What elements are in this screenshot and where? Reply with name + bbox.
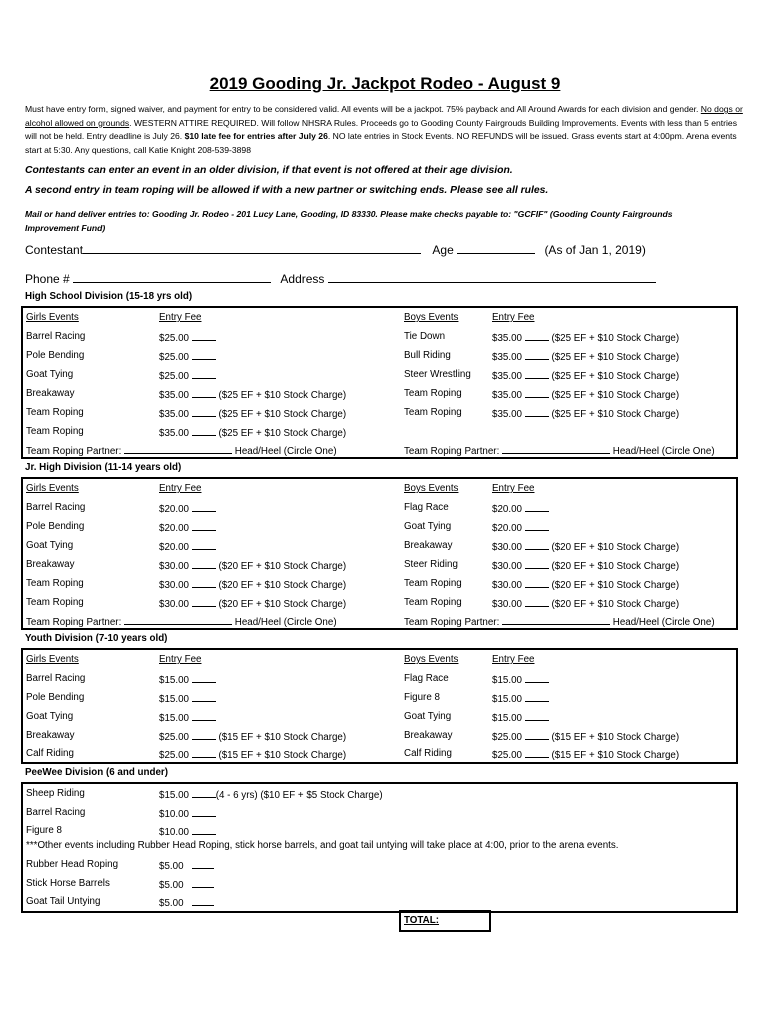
fee-amount: $5.00	[159, 898, 184, 909]
boys-event-fee	[492, 521, 549, 534]
head-heel-choice[interactable]: Head/Heel (Circle One)	[612, 446, 715, 457]
boys-event-fee	[492, 673, 549, 686]
boys-event-name: Tie Down	[404, 331, 446, 342]
event-row	[23, 807, 736, 826]
event-row	[23, 350, 736, 369]
entry-check-blank[interactable]	[525, 692, 549, 702]
entry-fee-header: Entry Fee	[492, 654, 535, 665]
event-row	[23, 521, 736, 540]
entry-check-blank[interactable]	[525, 407, 549, 417]
fee-note: ($25 EF + $10 Stock Charge)	[551, 333, 680, 344]
jr-high-division-label: Jr. High Division (11-14 years old)	[25, 462, 182, 473]
boys-event-fee	[492, 748, 679, 761]
fee-amount: $35.00	[492, 390, 522, 401]
fee-amount: $25.00	[492, 750, 522, 761]
entry-fee-header: Entry Fee	[492, 312, 535, 323]
event-row	[23, 369, 736, 388]
event-row	[23, 711, 736, 730]
fee-amount: $25.00	[159, 371, 189, 382]
fee-amount: $35.00	[492, 371, 522, 382]
second-entry-note: A second entry in team roping will be allowed if with a new partner or switching ends. Please see all rules.	[25, 185, 549, 196]
fee-amount: $20.00	[492, 504, 522, 515]
peewee-event-fee	[159, 825, 216, 838]
no-dogs-rule: No dogs or alcohol allowed on grounds	[25, 104, 743, 128]
boys-event-name: Steer Wrestling	[404, 369, 471, 380]
event-row	[23, 859, 736, 878]
girls-event-fee	[159, 350, 216, 363]
mailing-instructions: Mail or hand deliver entries to: Gooding Jr. Rodeo - 201 Lucy Lane, Gooding, ID 83330. Please make checks payable to: "GCFIF" (Gooding County Fairgrounds Improvement Fund)	[25, 209, 673, 233]
girls-events-header: Girls Events	[26, 483, 79, 494]
girls-event-fee	[159, 578, 346, 591]
boys-event-fee	[492, 692, 549, 705]
boys-event-fee	[492, 350, 679, 363]
peewee-extra-event-fee	[159, 896, 214, 909]
girls-event-fee	[159, 426, 346, 439]
entry-check-blank[interactable]	[192, 711, 216, 721]
girls-event-name: Goat Tying	[26, 711, 74, 722]
fee-note: ($20 EF + $10 Stock Charge)	[218, 580, 347, 591]
total-box[interactable]	[399, 910, 491, 932]
boys-event-name: Bull Riding	[404, 350, 451, 361]
fee-note: ($15 EF + $10 Stock Charge)	[551, 732, 680, 743]
boys-event-fee	[492, 407, 679, 420]
partner-label	[26, 444, 337, 457]
girls-event-name: Calf Riding	[26, 748, 74, 759]
event-row	[23, 896, 736, 915]
fee-note: ($20 EF + $10 Stock Charge)	[551, 542, 680, 553]
fee-amount: $35.00	[159, 428, 189, 439]
fee-amount: $35.00	[159, 409, 189, 420]
fee-amount: $25.00	[159, 732, 189, 743]
fee-note: ($25 EF + $10 Stock Charge)	[551, 352, 680, 363]
partner-label-text: Team Roping Partner:	[404, 617, 500, 628]
boys-event-fee	[492, 388, 679, 401]
fee-amount: $15.00	[159, 713, 189, 724]
girls-event-name: Barrel Racing	[26, 502, 86, 513]
fee-amount: $15.00	[492, 675, 522, 686]
girls-event-name: Breakaway	[26, 388, 75, 399]
entry-check-blank[interactable]	[525, 559, 549, 569]
intro-text-3: . NO late entries in Stock Events. NO REFUNDS will be issued. Grass events start at 4:00pm. Arena events start at 5:30. Any questions, call Katie Knight 208-539-3898	[25, 131, 737, 156]
fee-note: ($25 EF + $10 Stock Charge)	[551, 390, 680, 401]
boys-event-name: Goat Tying	[404, 711, 452, 722]
girls-event-name: Breakaway	[26, 730, 75, 741]
header-row	[23, 483, 736, 502]
fee-amount: $15.00	[159, 675, 189, 686]
girls-event-name: Pole Bending	[26, 521, 85, 532]
fee-amount: $35.00	[492, 409, 522, 420]
event-row	[23, 559, 736, 578]
event-row	[23, 692, 736, 711]
girls-event-name: Pole Bending	[26, 692, 85, 703]
girls-events-header: Girls Events	[26, 312, 79, 323]
fee-note: (4 - 6 yrs) ($10 EF + $5 Stock Charge)	[215, 790, 383, 801]
entry-fee-header: Entry Fee	[159, 654, 202, 665]
girls-event-name: Team Roping	[26, 578, 84, 589]
total-label: TOTAL:	[404, 915, 440, 926]
girls-event-name: Team Roping	[26, 426, 84, 437]
fee-amount: $15.00	[492, 694, 522, 705]
intro-text-1: Must have entry form, signed waiver, and payment for entry to be considered valid. All events will be a jackpot. 75% payback and All Around Awards for each division and gender.	[25, 104, 701, 114]
partner-row	[23, 615, 736, 634]
entry-check-blank[interactable]	[192, 878, 214, 888]
peewee-event-fee	[159, 807, 216, 820]
boys-event-name: Figure 8	[404, 692, 440, 703]
boys-event-name: Breakaway	[404, 730, 453, 741]
fee-amount: $10.00	[159, 827, 189, 838]
event-row	[23, 673, 736, 692]
girls-event-fee	[159, 692, 216, 705]
entry-check-blank[interactable]	[192, 540, 216, 550]
fee-amount: $35.00	[492, 352, 522, 363]
event-row	[23, 407, 736, 426]
girls-event-fee	[159, 748, 346, 761]
entry-check-blank[interactable]	[525, 711, 549, 721]
entry-check-blank[interactable]	[525, 369, 549, 379]
event-row	[23, 502, 736, 521]
fee-amount: $30.00	[492, 599, 522, 610]
peewee-extra-event-name: Goat Tail Untying	[26, 896, 101, 907]
partner-label-text: Team Roping Partner:	[26, 446, 122, 457]
girls-event-fee	[159, 369, 216, 382]
peewee-extra-event-name: Rubber Head Roping	[26, 859, 119, 870]
partner-label	[404, 444, 715, 457]
age-as-of-label: (As of Jan 1, 2019)	[544, 243, 646, 257]
partner-field[interactable]	[502, 615, 610, 625]
girls-event-name: Team Roping	[26, 407, 84, 418]
fee-amount: $35.00	[159, 390, 189, 401]
peewee-division-label: PeeWee Division (6 and under)	[25, 767, 168, 778]
head-heel-choice[interactable]: Head/Heel (Circle One)	[612, 617, 715, 628]
boys-event-name: Flag Race	[404, 502, 449, 513]
youth-division-box	[21, 648, 738, 764]
entry-check-blank[interactable]	[192, 521, 216, 531]
phone-field[interactable]	[73, 271, 271, 283]
entry-check-blank[interactable]	[525, 597, 549, 607]
entry-check-blank[interactable]	[192, 369, 216, 379]
entry-check-blank[interactable]	[192, 578, 216, 588]
age-label: Age	[432, 243, 454, 257]
fee-note: ($25 EF + $10 Stock Charge)	[551, 409, 680, 420]
boys-event-name: Team Roping	[404, 388, 462, 399]
girls-event-fee	[159, 559, 346, 572]
entry-fee-header: Entry Fee	[159, 312, 202, 323]
other-events-note: ***Other events including Rubber Head Roping, stick horse barrels, and goat tail untying will take place at 4:00, prior to the arena events.	[26, 840, 619, 851]
entry-check-blank[interactable]	[192, 597, 216, 607]
fee-amount: $30.00	[159, 561, 189, 572]
entry-check-blank[interactable]	[192, 859, 214, 869]
fee-note: ($20 EF + $10 Stock Charge)	[218, 561, 347, 572]
high-school-division-label: High School Division (15-18 yrs old)	[25, 291, 193, 302]
page-title: 2019 Gooding Jr. Jackpot Rodeo - August 9	[209, 74, 561, 93]
fee-amount: $15.00	[492, 713, 522, 724]
partner-field[interactable]	[124, 615, 232, 625]
entry-check-blank[interactable]	[525, 502, 549, 512]
fee-amount: $15.00	[159, 694, 189, 705]
peewee-extra-event-name: Stick Horse Barrels	[26, 878, 110, 889]
peewee-extra-event-fee	[159, 878, 214, 891]
boys-event-fee	[492, 559, 679, 572]
fee-amount: $15.00	[159, 790, 189, 801]
entry-check-blank[interactable]	[192, 730, 216, 740]
entry-check-blank[interactable]	[525, 521, 549, 531]
girls-event-fee	[159, 331, 216, 344]
fee-note: ($25 EF + $10 Stock Charge)	[218, 390, 347, 401]
boys-event-name: Team Roping	[404, 407, 462, 418]
peewee-event-name: Barrel Racing	[26, 807, 86, 818]
girls-events-header: Girls Events	[26, 654, 79, 665]
girls-event-fee	[159, 711, 216, 724]
girls-event-fee	[159, 730, 346, 743]
event-row	[23, 331, 736, 350]
peewee-division-box	[21, 782, 738, 913]
entry-check-blank[interactable]	[192, 350, 216, 360]
boys-event-fee	[492, 331, 679, 344]
entry-check-blank[interactable]	[525, 748, 549, 758]
entry-check-blank[interactable]	[192, 788, 216, 798]
peewee-event-name: Figure 8	[26, 825, 62, 836]
fee-amount: $20.00	[159, 523, 189, 534]
youth-division-label: Youth Division (7-10 years old)	[25, 633, 168, 644]
girls-event-name: Breakaway	[26, 559, 75, 570]
jr-high-division-box	[21, 477, 738, 630]
entry-check-blank[interactable]	[525, 388, 549, 398]
entry-fee-header: Entry Fee	[492, 483, 535, 494]
entry-check-blank[interactable]	[192, 502, 216, 512]
head-heel-choice[interactable]: Head/Heel (Circle One)	[234, 446, 337, 457]
event-row	[23, 788, 736, 807]
partner-row	[23, 444, 736, 463]
girls-event-name: Pole Bending	[26, 350, 85, 361]
head-heel-choice[interactable]: Head/Heel (Circle One)	[234, 617, 337, 628]
event-row	[23, 578, 736, 597]
fee-amount: $5.00	[159, 880, 184, 891]
entry-check-blank[interactable]	[192, 807, 216, 817]
fee-note: ($20 EF + $10 Stock Charge)	[218, 599, 347, 610]
girls-event-name: Goat Tying	[26, 369, 74, 380]
fee-amount: $25.00	[159, 750, 189, 761]
late-fee-rule: $10 late fee for entries after July 26	[184, 131, 328, 142]
event-row	[23, 878, 736, 897]
girls-event-fee	[159, 540, 216, 553]
boys-event-name: Goat Tying	[404, 521, 452, 532]
girls-event-name: Goat Tying	[26, 540, 74, 551]
fee-note: ($20 EF + $10 Stock Charge)	[551, 561, 680, 572]
partner-label	[404, 615, 715, 628]
address-field[interactable]	[328, 271, 656, 283]
peewee-extra-event-fee	[159, 859, 214, 872]
peewee-event-name: Sheep Riding	[26, 788, 85, 799]
entry-check-blank[interactable]	[192, 407, 216, 417]
entry-check-blank[interactable]	[525, 578, 549, 588]
fee-note: ($15 EF + $10 Stock Charge)	[218, 750, 347, 761]
boys-events-header: Boys Events	[404, 312, 459, 323]
fee-note: ($15 EF + $10 Stock Charge)	[218, 732, 347, 743]
event-row	[23, 730, 736, 749]
boys-event-fee	[492, 540, 679, 553]
fee-amount: $25.00	[159, 333, 189, 344]
entry-check-blank[interactable]	[192, 388, 216, 398]
entry-check-blank[interactable]	[192, 673, 216, 683]
event-row	[23, 426, 736, 445]
girls-event-fee	[159, 388, 346, 401]
fee-amount: $25.00	[159, 352, 189, 363]
entry-check-blank[interactable]	[525, 730, 549, 740]
boys-event-fee	[492, 730, 679, 743]
boys-event-name: Breakaway	[404, 540, 453, 551]
partner-field[interactable]	[502, 444, 610, 454]
age-field[interactable]	[457, 242, 535, 254]
older-division-note: Contestants can enter an event in an older division, if that event is not offered at their age division.	[25, 165, 513, 176]
boys-event-fee	[492, 369, 679, 382]
fee-amount: $20.00	[159, 542, 189, 553]
fee-amount: $5.00	[159, 861, 184, 872]
fee-note: ($25 EF + $10 Stock Charge)	[218, 409, 347, 420]
girls-event-name: Barrel Racing	[26, 331, 86, 342]
entry-check-blank[interactable]	[525, 540, 549, 550]
fee-amount: $10.00	[159, 809, 189, 820]
boys-events-header: Boys Events	[404, 483, 459, 494]
intro-rules	[25, 103, 750, 158]
boys-event-name: Team Roping	[404, 578, 462, 589]
entry-check-blank[interactable]	[525, 350, 549, 360]
boys-event-fee	[492, 711, 549, 724]
girls-event-name: Barrel Racing	[26, 673, 86, 684]
boys-event-fee	[492, 502, 549, 515]
fee-note: ($15 EF + $10 Stock Charge)	[551, 750, 680, 761]
partner-label	[26, 615, 337, 628]
event-row	[23, 388, 736, 407]
boys-event-name: Team Roping	[404, 597, 462, 608]
fee-amount: $30.00	[159, 580, 189, 591]
fee-note: ($25 EF + $10 Stock Charge)	[218, 428, 347, 439]
peewee-event-fee	[159, 788, 383, 801]
fee-note: ($20 EF + $10 Stock Charge)	[551, 599, 680, 610]
fee-amount: $30.00	[492, 542, 522, 553]
boys-events-header: Boys Events	[404, 654, 459, 665]
girls-event-name: Team Roping	[26, 597, 84, 608]
header-row	[23, 312, 736, 331]
partner-field[interactable]	[124, 444, 232, 454]
partner-label-text: Team Roping Partner:	[26, 617, 122, 628]
intro-text-2: . WESTERN ATTIRE REQUIRED. Will follow NHSRA Rules. Proceeds go to Gooding County Fairgrouds Building Improvements. Events with less than 5 entries will not be held. Entry deadline is July 26.	[25, 117, 737, 142]
entry-check-blank[interactable]	[525, 673, 549, 683]
header-row	[23, 654, 736, 673]
entry-check-blank[interactable]	[192, 896, 214, 906]
entry-check-blank[interactable]	[192, 331, 216, 341]
boys-event-fee	[492, 597, 679, 610]
other-events-note-row	[23, 840, 736, 859]
boys-event-name: Calf Riding	[404, 748, 452, 759]
fee-amount: $20.00	[159, 504, 189, 515]
girls-event-fee	[159, 502, 216, 515]
fee-note: ($20 EF + $10 Stock Charge)	[551, 580, 680, 591]
contestant-line	[25, 242, 646, 257]
entry-check-blank[interactable]	[192, 692, 216, 702]
boys-event-name: Flag Race	[404, 673, 449, 684]
fee-amount: $30.00	[492, 561, 522, 572]
event-row	[23, 540, 736, 559]
entry-check-blank[interactable]	[192, 426, 216, 436]
fee-amount: $30.00	[159, 599, 189, 610]
fee-note: ($25 EF + $10 Stock Charge)	[551, 371, 680, 382]
contestant-field[interactable]	[83, 242, 421, 254]
phone-label: Phone #	[25, 272, 70, 286]
event-row	[23, 597, 736, 616]
event-row	[23, 748, 736, 767]
boys-event-fee	[492, 578, 679, 591]
fee-amount: $25.00	[492, 732, 522, 743]
entry-check-blank[interactable]	[525, 331, 549, 341]
entry-check-blank[interactable]	[192, 825, 216, 835]
fee-amount: $20.00	[492, 523, 522, 534]
girls-event-fee	[159, 673, 216, 686]
contestant-label: Contestant	[25, 243, 84, 257]
partner-label-text: Team Roping Partner:	[404, 446, 500, 457]
address-label: Address	[280, 272, 325, 286]
girls-event-fee	[159, 407, 346, 420]
girls-event-fee	[159, 521, 216, 534]
fee-amount: $30.00	[492, 580, 522, 591]
entry-check-blank[interactable]	[192, 559, 216, 569]
entry-check-blank[interactable]	[192, 748, 216, 758]
high-school-division-box	[21, 306, 738, 459]
phone-address-line	[25, 271, 656, 286]
girls-event-fee	[159, 597, 346, 610]
fee-amount: $35.00	[492, 333, 522, 344]
entry-fee-header: Entry Fee	[159, 483, 202, 494]
boys-event-name: Steer Riding	[404, 559, 458, 570]
